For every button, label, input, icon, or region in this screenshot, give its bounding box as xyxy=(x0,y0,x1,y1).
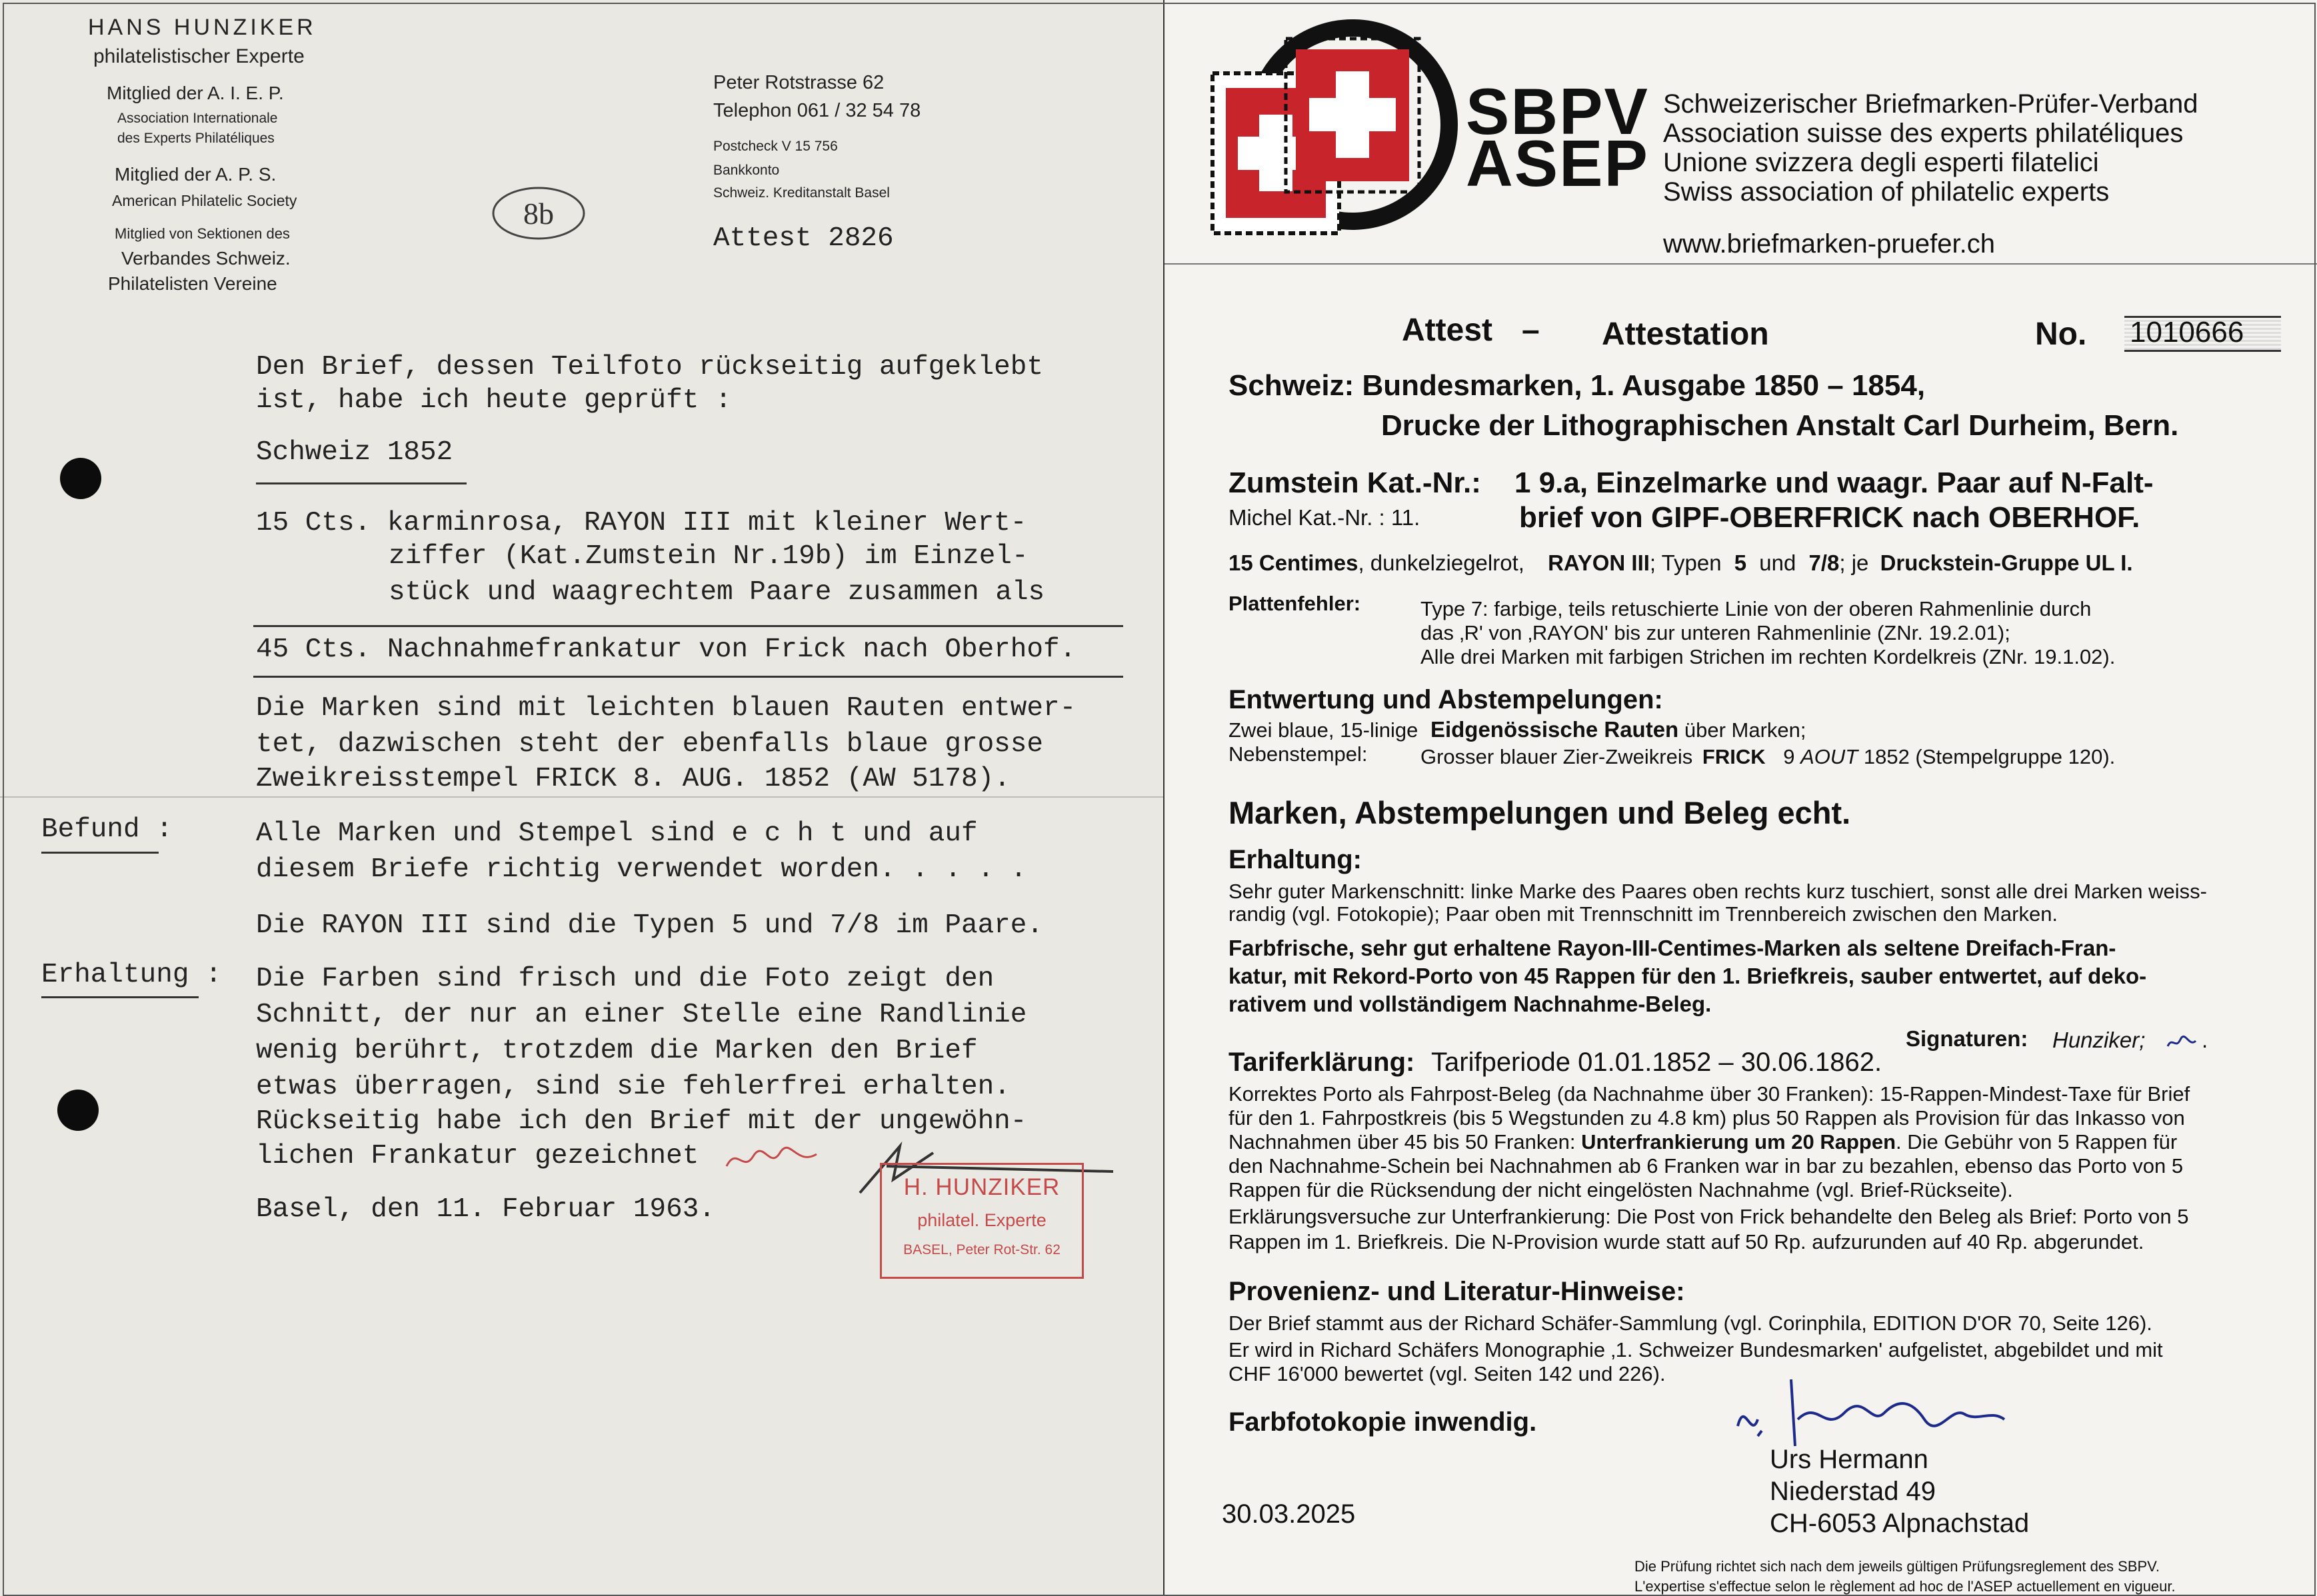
signaturen-label: Signaturen: xyxy=(1906,1026,2028,1051)
body-line-13: Die RAYON III sind die Typen 5 und 7/8 im Paare. xyxy=(256,910,1043,941)
signature-mark-icon xyxy=(2166,1033,2199,1053)
hunziker-mini-signature xyxy=(723,1140,823,1180)
punch-hole-top xyxy=(60,458,101,499)
org-website: www.briefmarken-pruefer.ch xyxy=(1663,229,1995,259)
footer-line-1: Die Prüfung richtet sich nach dem jeweils gültigen Prüfungsreglement des SBPV. xyxy=(1634,1558,2160,1575)
footer-line-2: L'expertise s'effectue selon le règlement ad hoc de l'ASEP actuellement en vigueur. xyxy=(1634,1578,2176,1595)
erhaltung-heading: Erhaltung: xyxy=(1228,845,1362,874)
title-attest: Attest xyxy=(1402,313,1493,348)
underline-franking xyxy=(253,676,1123,678)
circled-note-text: 8b xyxy=(523,197,554,231)
nebenstempel-frick: FRICK xyxy=(1702,745,1766,768)
expert-title: philatelistischer Experte xyxy=(93,45,305,67)
body-line-11: Alle Marken und Stempel sind e c h t und auf xyxy=(256,818,978,849)
tarif-period: Tarifperiode 01.01.1852 – 30.06.1862. xyxy=(1431,1048,1882,1077)
body-line-5: ziffer (Kat.Zumstein Nr.19b) im Einzel- xyxy=(389,541,1029,572)
desc-and: und xyxy=(1759,550,1796,575)
signer-street: Niederstad 49 xyxy=(1770,1477,1936,1506)
tarif-line-6: Erklärungsversuche zur Unterfrankierung: Die Post von Frick behandelte den Beleg als Brief: Porto von 5 xyxy=(1228,1205,2189,1228)
tarif-line-3 xyxy=(1228,1130,2177,1154)
body-line-6: stück und waagrechtem Paare zusammen als xyxy=(389,577,1045,608)
nebenstempel-month: AOUT xyxy=(1800,745,1858,768)
tarif-line-3a: Nachnahmen über 45 bis 50 Franken: xyxy=(1228,1130,1576,1154)
erhaltung-label: Erhaltung : xyxy=(41,960,222,990)
aps-member: Mitglied der A. P. S. xyxy=(115,164,277,185)
desc-group: Druckstein-Gruppe UL I. xyxy=(1880,550,2133,575)
stamp-role: philatel. Experte xyxy=(917,1210,1047,1230)
header-divider xyxy=(1164,263,2317,265)
body-line-15: Schnitt, der nur an einer Stelle eine Randlinie xyxy=(256,1000,1027,1030)
michel-value: brief von GIPF-OBERFRICK nach OBERHOF. xyxy=(1519,501,2140,534)
signaturen-end: . xyxy=(2202,1028,2208,1052)
erhaltung-bold-3: rativem und vollständigem Nachnahme-Beleg. xyxy=(1228,992,1712,1016)
desc-rayon: RAYON III xyxy=(1548,550,1650,575)
tarif-line-2: für den 1. Fahrpostkreis (bis 5 Wegstunden zu 4.8 km) plus 50 Rappen als Provision für das Inkasso von xyxy=(1228,1106,2185,1130)
underline-above-franking xyxy=(253,625,1123,627)
tarif-line-1: Korrektes Porto als Fahrpost-Beleg (da Nachnahme über 30 Franken): 15-Rappen-Mindest-Taxe für Brief xyxy=(1228,1082,2190,1106)
section-clubs: Philatelisten Vereine xyxy=(108,273,277,294)
erhaltung-line-1: Sehr guter Markenschnitt: linke Marke des Paares oben rechts kurz tuschiert, sonst alle drei Marken weiss- xyxy=(1228,880,2207,903)
aiep-full-1: Association Internationale xyxy=(117,111,278,126)
address-street: Peter Rotstrasse 62 xyxy=(713,72,885,93)
place-date: Basel, den 11. Februar 1963. xyxy=(256,1194,715,1225)
expert-name: HANS HUNZIKER xyxy=(88,15,317,40)
section-member: Mitglied von Sektionen des xyxy=(115,225,290,242)
nebenstempel-label: Nebenstempel: xyxy=(1228,742,1368,766)
body-line-18: Rückseitig habe ich den Brief mit der ungewöhn- xyxy=(256,1106,1027,1137)
heading-line-1: Schweiz: Bundesmarken, 1. Ausgabe 1850 – 1854, xyxy=(1228,369,1926,402)
tarif-line-3c: . Die Gebühr von 5 Rappen für xyxy=(1896,1130,2178,1154)
underline-country xyxy=(256,482,467,484)
body-line-1: Den Brief, dessen Teilfoto rückseitig aufgeklebt xyxy=(256,352,1043,383)
michel-label: Michel Kat.-Nr. : 11. xyxy=(1228,505,1420,530)
plattenfehler-line-2: das ‚R' von ‚RAYON' bis zur unteren Rahmenlinie (ZNr. 19.2.01); xyxy=(1420,621,2010,644)
title-dash: – xyxy=(1522,313,1540,348)
body-line-19: lichen Frankatur gezeichnet xyxy=(256,1141,699,1172)
country-year: Schweiz 1852 xyxy=(256,437,453,468)
entwertung-line-1 xyxy=(1228,717,1806,742)
attest-number: Attest 2826 xyxy=(713,223,894,254)
nebenstempel-line xyxy=(1420,745,2115,769)
entwertung-rauten: Eidgenössische Rauten xyxy=(1430,717,1679,742)
signer-name: Urs Hermann xyxy=(1770,1445,1928,1474)
certificate-date: 30.03.2025 xyxy=(1222,1499,1356,1529)
address-bank-label: Bankkonto xyxy=(713,163,780,178)
section-association: Verbandes Schweiz. xyxy=(121,248,291,269)
org-name-fr: Association suisse des experts philatéliques xyxy=(1663,119,2184,148)
provenienz-line-3: CHF 16'000 bewertet (vgl. Seiten 142 und 226). xyxy=(1228,1362,1666,1385)
desc-types-label: ; Typen xyxy=(1649,550,1722,575)
aps-full: American Philatelic Society xyxy=(112,192,297,209)
entwertung-over: über Marken; xyxy=(1684,718,1806,742)
fold-line xyxy=(0,796,1163,798)
tarif-underfranking: Unterfrankierung um 20 Rappen xyxy=(1581,1130,1896,1154)
desc-color: , dunkelziegelrot, xyxy=(1358,550,1524,575)
address-bank: Schweiz. Kreditanstalt Basel xyxy=(713,185,890,201)
farbfoto-note: Farbfotokopie inwendig. xyxy=(1228,1407,1537,1437)
org-name-en: Swiss association of philatelic experts xyxy=(1663,177,2110,207)
desc-type-78: 7/8 xyxy=(1808,550,1840,575)
hunziker-handstamp xyxy=(880,1163,1084,1279)
pencil-circle-note xyxy=(488,180,589,247)
underline-erhaltung xyxy=(41,996,199,998)
sbpv-certificate-page xyxy=(1164,0,2317,1596)
entwertung-label: Entwertung und Abstempelungen: xyxy=(1228,685,1663,714)
org-name-de: Schweizerischer Briefmarken-Prüfer-Verband xyxy=(1663,89,2198,119)
tarif-line-7: Rappen im 1. Briefkreis. Die N-Provision wurde statt auf 50 Rp. aufzurunden auf 40 Rp. abgerundet. xyxy=(1228,1230,2144,1253)
desc-value: 15 Centimes xyxy=(1228,550,1358,575)
befund-label: Befund : xyxy=(41,814,173,845)
zumstein-value: 1 9.a, Einzelmarke und waagr. Paar auf N-Falt- xyxy=(1514,466,2154,499)
desc-je: ; je xyxy=(1839,550,1869,575)
cert-no-label: No. xyxy=(2035,317,2087,352)
erhaltung-line-2: randig (vgl. Fotokopie); Paar oben mit Trennschnitt im Trennbereich zwischen den Marken. xyxy=(1228,902,2058,926)
nebenstempel-desc: Grosser blauer Zier-Zweikreis xyxy=(1420,745,1693,768)
plattenfehler-line-3: Alle drei Marken mit farbigen Strichen im rechten Kordelkreis (ZNr. 19.1.02). xyxy=(1420,645,2116,668)
aiep-member: Mitglied der A. I. E. P. xyxy=(107,83,284,103)
logo-sbpv: SBPV xyxy=(1466,75,1649,148)
punch-hole-bottom xyxy=(57,1090,99,1131)
heading-line-2: Drucke der Lithographischen Anstalt Carl Durheim, Bern. xyxy=(1381,409,2179,442)
entwertung-desc: Zwei blaue, 15-linige xyxy=(1228,718,1418,742)
signaturen-value: Hunziker; xyxy=(2052,1028,2146,1052)
org-name-it: Unione svizzera degli esperti filatelici xyxy=(1663,148,2099,177)
nebenstempel-year: 1852 (Stempelgruppe 120). xyxy=(1863,745,2116,768)
stamp-name: H. HUNZIKER xyxy=(903,1174,1061,1200)
desc-type-5: 5 xyxy=(1734,550,1747,575)
tarif-line-5: Rappen für die Rücksendung der nicht eingelösten Nachnahme (vgl. Brief-Rückseite). xyxy=(1228,1178,2013,1201)
address-phone: Telephon 061 / 32 54 78 xyxy=(713,100,921,121)
tarif-line-4: den Nachnahme-Schein bei Nachnahmen ab 6 Franken war in bar zu bezahlen, ebenso das Porto von 5 xyxy=(1228,1154,2184,1178)
stamp-address: BASEL, Peter Rot-Str. 62 xyxy=(903,1242,1061,1257)
aiep-full-2: des Experts Philatéliques xyxy=(117,131,275,146)
plattenfehler-line-1: Type 7: farbige, teils retuschierte Linie von der oberen Rahmenlinie durch xyxy=(1420,597,2092,620)
provenienz-label: Provenienz- und Literatur-Hinweise: xyxy=(1228,1277,1685,1306)
address-postcheck: Postcheck V 15 756 xyxy=(713,139,838,154)
cert-no-value: 1010666 xyxy=(2130,316,2244,349)
tarif-label: Tariferklärung: xyxy=(1228,1048,1415,1077)
genuine-statement: Marken, Abstempelungen und Beleg echt. xyxy=(1228,795,1851,830)
body-line-8: Die Marken sind mit leichten blauen Rauten entwer- xyxy=(256,693,1077,724)
signer-city: CH-6053 Alpnachstad xyxy=(1770,1509,2030,1538)
provenienz-line-1: Der Brief stammt aus der Richard Schäfer-Sammlung (vgl. Corinphila, EDITION D'OR 70, Seite 126). xyxy=(1228,1311,2152,1335)
body-line-7: 45 Cts. Nachnahmefrankatur von Frick nach Oberhof. xyxy=(256,634,1077,665)
provenienz-line-2: Er wird in Richard Schäfers Monographie ‚1. Schweizer Bundesmarken' aufgelistet, abgebildet und mit xyxy=(1228,1338,2163,1361)
body-line-4: 15 Cts. karminrosa, RAYON III mit kleiner Wert- xyxy=(256,508,1027,538)
sbpv-logo-icon xyxy=(1172,15,1486,248)
title-attestation: Attestation xyxy=(1602,317,1769,352)
plattenfehler-label: Plattenfehler: xyxy=(1228,592,1361,615)
logo-asep: ASEP xyxy=(1466,127,1649,200)
erhaltung-bold-2: katur, mit Rekord-Porto von 45 Rappen für den 1. Briefkreis, sauber entwertet, auf deko- xyxy=(1228,964,2147,988)
erhaltung-bold-1: Farbfrische, sehr gut erhaltene Rayon-III-Centimes-Marken als seltene Dreifach-Fran- xyxy=(1228,936,2116,960)
hermann-signature xyxy=(1731,1373,2011,1453)
body-line-16: wenig berührt, trotzdem die Marken den Brief xyxy=(256,1036,978,1066)
body-line-10: Zweikreisstempel FRICK 8. AUG. 1852 (AW 5178). xyxy=(256,764,1011,794)
underline-befund xyxy=(41,852,159,854)
body-line-12: diesem Briefe richtig verwendet worden. . . . . xyxy=(256,854,1027,885)
stamp-description xyxy=(1228,550,2133,576)
body-line-2: ist, habe ich heute geprüft : xyxy=(256,385,732,416)
nebenstempel-day: 9 xyxy=(1783,745,1795,768)
body-line-9: tet, dazwischen steht der ebenfalls blaue grosse xyxy=(256,729,1043,760)
body-line-14: Die Farben sind frisch und die Foto zeigt den xyxy=(256,964,995,994)
body-line-17: etwas überragen, sind sie fehlerfrei erhalten. xyxy=(256,1072,1011,1102)
zumstein-label: Zumstein Kat.-Nr.: xyxy=(1228,466,1481,499)
